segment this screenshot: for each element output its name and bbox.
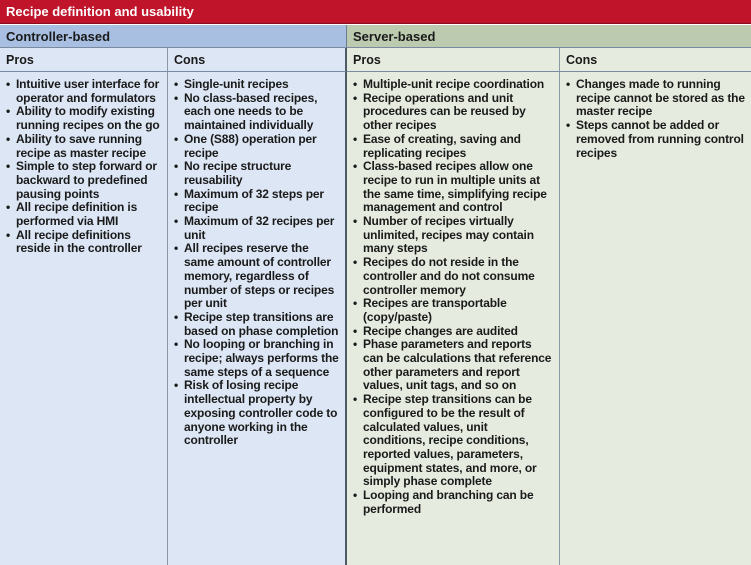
list-item (353, 393, 553, 489)
bullet-icon: • (353, 255, 358, 270)
list-item (6, 78, 161, 105)
column-header-controller-cons: Cons (168, 48, 347, 72)
bullet-icon: • (353, 337, 358, 352)
list-item-text: Steps cannot be added or removed from running control recipes (576, 118, 744, 160)
bullet-icon: • (6, 104, 11, 119)
list-item (174, 160, 339, 187)
bullet-icon: • (353, 296, 358, 311)
list-item (174, 311, 339, 338)
list-item-text: Recipes do not reside in the controller and do not consume controller memory (363, 255, 535, 297)
bullet-icon: • (353, 131, 358, 146)
bullet-icon: • (353, 214, 358, 229)
server-cons-list (566, 78, 745, 160)
bullet-icon: • (6, 131, 11, 146)
bullet-icon: • (174, 131, 179, 146)
bullet-icon: • (174, 77, 179, 91)
bullet-icon: • (353, 159, 358, 174)
list-item-text: Recipe changes are audited (363, 323, 518, 338)
bullet-icon: • (174, 186, 179, 201)
list-item (566, 119, 745, 160)
bullet-icon: • (566, 118, 571, 133)
list-item-text: Simple to step forward or backward to predefined pausing points (16, 159, 157, 201)
list-item (353, 338, 553, 393)
list-item (174, 242, 339, 311)
list-item-text: Changes made to running recipe cannot be stored as the master recipe (576, 77, 745, 119)
list-item (353, 215, 553, 256)
list-item (174, 78, 339, 92)
controller-cons-column (168, 72, 347, 565)
list-item (174, 379, 339, 448)
list-item-text: All recipe definitions reside in the controller (16, 227, 142, 256)
bullet-icon: • (174, 241, 179, 256)
bullet-icon: • (174, 90, 179, 105)
list-item (174, 215, 339, 242)
list-item (353, 160, 553, 215)
bullet-icon: • (6, 77, 11, 91)
controller-pros-column (0, 72, 168, 565)
list-item (6, 229, 161, 256)
group-header-server: Server-based (347, 25, 751, 48)
bullet-icon: • (566, 77, 571, 91)
controller-pros-list (6, 78, 161, 256)
list-item-text: Phase parameters and reports can be calculations that reference other parameters and report values, unit tags, and so on (363, 337, 552, 393)
list-item (6, 133, 161, 160)
list-item-text: Class-based recipes allow one recipe to run in multiple units at the same time, simplifying recipe management and control (363, 159, 547, 215)
controller-cons-list (174, 78, 339, 448)
list-item (6, 201, 161, 228)
list-item (174, 188, 339, 215)
list-item-text: Maximum of 32 steps per recipe (184, 186, 324, 215)
column-header-server-cons: Cons (560, 48, 751, 72)
list-item-text: Single-unit recipes (184, 77, 289, 91)
server-pros-list (353, 78, 553, 517)
bullet-icon: • (174, 309, 179, 324)
list-item-text: Risk of losing recipe intellectual property by exposing controller code to anyone working in the controller (184, 378, 338, 448)
list-item-text: All recipe definition is performed via HMI (16, 200, 138, 229)
list-item (6, 160, 161, 201)
column-header-server-pros: Pros (347, 48, 560, 72)
list-item-text: All recipes reserve the same amount of controller memory, regardless of number of steps or recipes per unit (184, 241, 335, 311)
server-pros-column (347, 72, 560, 565)
group-header-controller: Controller-based (0, 25, 347, 48)
list-item-text: No recipe structure reusability (184, 159, 292, 187)
list-item-text: Number of recipes virtually unlimited, recipes may contain many steps (363, 214, 534, 256)
list-item (353, 133, 553, 160)
bullet-icon: • (174, 159, 179, 174)
bullet-icon: • (174, 214, 179, 229)
bullet-icon: • (6, 159, 11, 174)
list-item-text: No class-based recipes, each one needs to be maintained individually (184, 90, 318, 133)
table-title: Recipe definition and usability (0, 0, 751, 24)
list-item-text: Recipe operations and unit procedures can be reused by other recipes (363, 90, 526, 133)
list-item-text: One (S88) operation per recipe (184, 131, 317, 160)
list-item-text: Recipe step transitions can be configured to be the result of calculated values, unit conditions, recipe conditions, reported values, parameters, equipment states, and more, or simply phase complete (363, 392, 537, 489)
list-item-text: No looping or branching in recipe; always performs the same steps of a sequence (184, 337, 339, 379)
bullet-icon: • (174, 378, 179, 393)
list-item-text: Ability to modify existing running recipes on the go (16, 104, 160, 133)
server-cons-column (560, 72, 751, 565)
list-item-text: Recipe step transitions are based on phase completion (184, 309, 339, 338)
list-item-text: Looping and branching can be performed (363, 488, 534, 516)
list-item-text: Maximum of 32 recipes per unit (184, 214, 335, 242)
list-item (174, 133, 339, 160)
list-item-text: Ability to save running recipe as master recipe (16, 131, 146, 160)
list-item-text: Recipes are transportable (copy/paste) (363, 296, 507, 324)
bullet-icon: • (6, 227, 11, 242)
list-item (353, 325, 553, 339)
bullet-icon: • (353, 77, 358, 91)
bullet-icon: • (353, 323, 358, 338)
column-header-controller-pros: Pros (0, 48, 168, 72)
list-item-text: Ease of creating, saving and replicating recipes (363, 131, 521, 160)
list-item (566, 78, 745, 119)
bullet-icon: • (353, 392, 358, 407)
list-item (353, 489, 553, 516)
bullet-icon: • (6, 200, 11, 215)
bullet-icon: • (353, 90, 358, 105)
list-item-text: Multiple-unit recipe coordination (363, 77, 545, 91)
list-item (353, 297, 553, 324)
list-item (353, 256, 553, 297)
list-item (174, 338, 339, 379)
list-item-text: Intuitive user interface for operator and formulators (16, 77, 160, 105)
list-item (174, 92, 339, 133)
list-item (353, 78, 553, 92)
bullet-icon: • (174, 337, 179, 352)
list-item (353, 92, 553, 133)
list-item (6, 105, 161, 132)
bullet-icon: • (353, 488, 358, 503)
